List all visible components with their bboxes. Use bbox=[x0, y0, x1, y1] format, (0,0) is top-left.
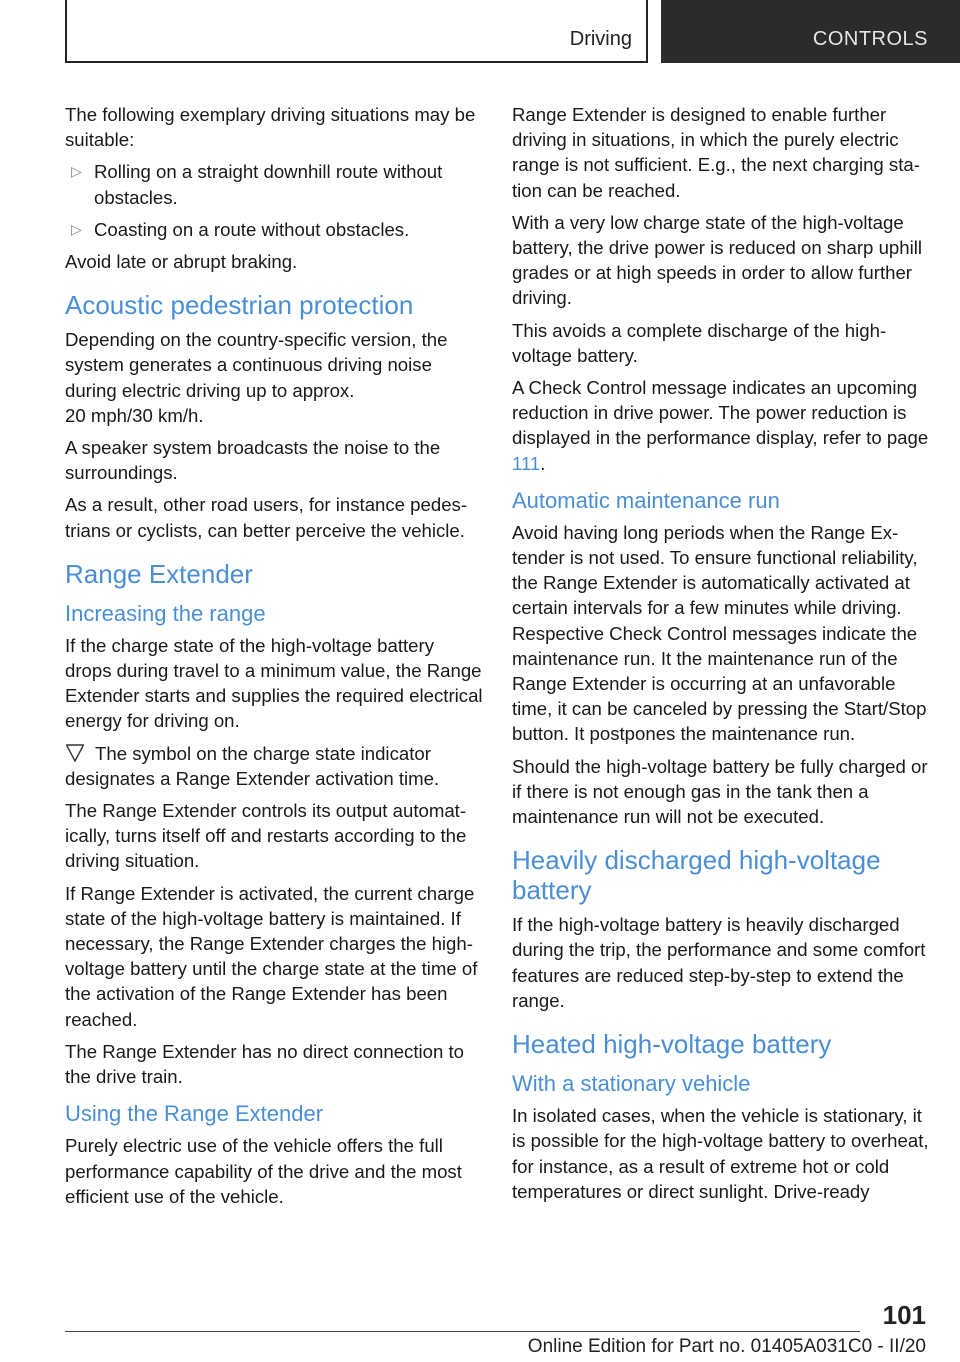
braking-text: Avoid late or abrupt braking. bbox=[65, 251, 298, 273]
edition-text: Online Edition for Part no. 01405A031C0 - II/20 bbox=[527, 1336, 926, 1357]
low-charge-paragraph: With a very low charge state of the high-voltage battery, the drive power is reduced on sharp uphill grades or at high speeds in order to allow further driving. bbox=[512, 211, 922, 309]
acoustic-paragraph-2: A speaker system broadcasts the noise to the surroundings. bbox=[65, 437, 441, 484]
chapter-title: CONTROLS bbox=[812, 28, 928, 50]
page-reference-link[interactable]: 111 bbox=[512, 452, 541, 474]
acoustic-paragraph: Depending on the country-specific version, the system generates a continuous driving noise during electric driving up to approx. 20 mph/30 km/h. bbox=[65, 329, 448, 426]
increasing-paragraph-4: The Range Extender has no direct connection to the drive train. bbox=[65, 1040, 464, 1088]
section-title: Driving bbox=[569, 28, 632, 50]
list-item: ▷ Coasting on a route without obstacles. bbox=[65, 217, 485, 242]
discharge-paragraph: This avoids a complete discharge of the high-voltage battery. bbox=[512, 319, 887, 366]
heated-heading: Heated high-voltage battery bbox=[512, 1029, 832, 1060]
range-purpose-paragraph: Range Extender is designed to enable further driving in situations, in which the purely electric range is not sufficient. E.g., the next charging station can be reached. bbox=[512, 104, 920, 201]
increasing-range-heading: Increasing the range bbox=[65, 600, 266, 626]
left-column bbox=[65, 102, 485, 1216]
discharged-heading: Heavily discharged high-voltage battery bbox=[512, 845, 881, 906]
page-header bbox=[0, 0, 960, 66]
section-tab bbox=[65, 0, 648, 63]
situation-list bbox=[65, 159, 485, 242]
stationary-paragraph: In isolated cases, when the vehicle is stationary, it is possible for the high-voltage battery to overheat, for instance, as a result of extreme hot or cold temperatures or direct sunlight. Drive-ready bbox=[512, 1105, 929, 1202]
maintenance-paragraph-1: Avoid having long periods when the Range Extender is not used. To ensure functional reliability, the Range Extender is automatically activated at certain intervals for a few minutes while driving. Respective Check Control messages indicate the maintenance run. It the maintenance run of the Range Extender is occurring at an unfavorable time, it can be canceled by pressing the Start/Stop button. It postpones the maintenance run. bbox=[512, 521, 927, 745]
discharged-paragraph: If the high-voltage battery is heavily discharged during the trip, the performance and some comfort features are reduced step-by-step to extend the range. bbox=[512, 914, 926, 1011]
acoustic-paragraph-3: As a result, other road users, for instance pedestrians or cyclists, can better perceive the vehicle. bbox=[65, 494, 468, 541]
range-extender-symbol-icon bbox=[65, 744, 85, 762]
acoustic-heading: Acoustic pedestrian protection bbox=[65, 290, 414, 321]
check-control-paragraph: A Check Control message indicates an upcoming reduction in drive power. The power reduction is displayed in the performance display, refer to page 111. bbox=[512, 377, 929, 474]
maintenance-heading: Automatic maintenance run bbox=[512, 487, 780, 513]
symbol-paragraph: The symbol on the charge state indicator designates a Range Extender activation time. bbox=[65, 742, 440, 789]
triangle-bullet-icon: ▷ bbox=[71, 220, 82, 237]
using-paragraph: Purely electric use of the vehicle offers the full performance capability of the drive and the most efficient use of the vehicle. bbox=[65, 1135, 462, 1207]
using-range-extender-heading: Using the Range Extender bbox=[65, 1101, 324, 1127]
list-item: ▷ Rolling on a straight downhill route without obstacles. bbox=[71, 161, 443, 208]
increasing-paragraph-2: The Range Extender controls its output automatically, turns itself off and restarts according to the driving situation. bbox=[65, 800, 467, 872]
intro-text: The following exemplary driving situations may be suitable: bbox=[65, 104, 476, 151]
maintenance-paragraph-2: Should the high-voltage battery be fully charged or if there is not enough gas in the tank then a maintenance run will not be executed. bbox=[512, 755, 928, 828]
footer-divider bbox=[65, 1331, 860, 1332]
range-extender-heading: Range Extender bbox=[65, 558, 253, 589]
increasing-paragraph-3: If Range Extender is activated, the current charge state of the high-voltage battery is maintained. If necessary, the Range Extender charges the high-voltage battery until the charge state at the time of the activation of the Range Extender has been reached. bbox=[65, 882, 478, 1030]
page-number: 101 bbox=[882, 1300, 926, 1330]
chapter-tab bbox=[661, 0, 960, 63]
stationary-heading: With a stationary vehicle bbox=[512, 1071, 751, 1097]
right-column bbox=[512, 102, 932, 1211]
triangle-bullet-icon: ▷ bbox=[71, 163, 82, 180]
increasing-paragraph-1: If the charge state of the high-voltage battery drops during travel to a minimum value, the Range Extender starts and supplies the required electrical energy for driving on. bbox=[65, 634, 483, 732]
